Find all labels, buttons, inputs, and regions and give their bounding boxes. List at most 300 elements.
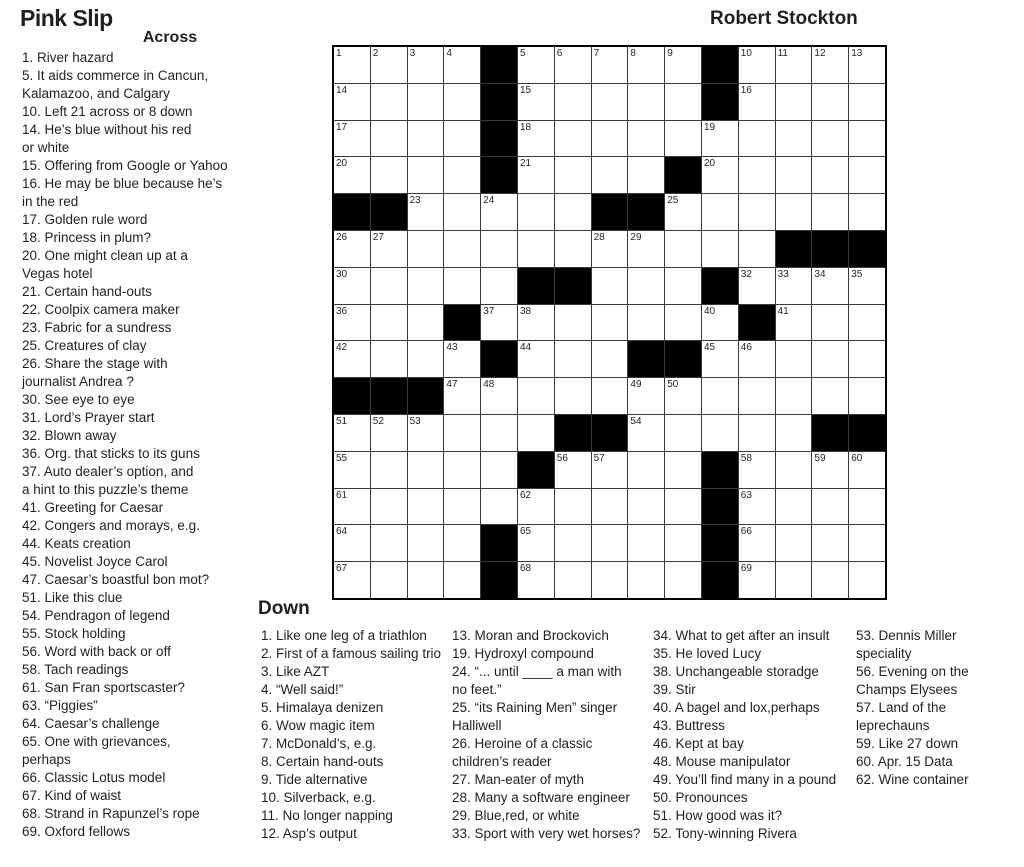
- grid-cell[interactable]: [812, 341, 848, 377]
- grid-cell[interactable]: [444, 525, 480, 561]
- author-byline: Robert Stockton: [710, 8, 858, 29]
- grid-cell[interactable]: [702, 157, 738, 193]
- black-cell: [702, 268, 738, 304]
- grid-cell[interactable]: [334, 341, 370, 377]
- cell-number: 49: [630, 379, 642, 391]
- clue-line: 40. A bagel and lox,perhaps: [653, 700, 820, 715]
- grid-cell[interactable]: [739, 562, 775, 598]
- clue-line: 10. Silverback, e.g.: [261, 790, 376, 805]
- grid-cell[interactable]: [812, 489, 848, 525]
- clue-line: 68. Strand in Rapunzel’s rope: [22, 806, 200, 821]
- grid-cell[interactable]: [665, 489, 701, 525]
- clue-line: children’s reader: [452, 754, 552, 769]
- grid-cell[interactable]: [408, 84, 444, 120]
- cell-number: 35: [851, 268, 863, 280]
- clue-line: 15. Offering from Google or Yahoo: [22, 158, 228, 173]
- grid-cell[interactable]: [371, 268, 407, 304]
- grid-cell[interactable]: [739, 378, 775, 414]
- black-cell: [702, 47, 738, 83]
- cell-number: 3: [409, 48, 416, 59]
- grid-cell[interactable]: [702, 305, 738, 341]
- grid-cell[interactable]: [702, 341, 738, 377]
- clue-line: 16. He may be blue because he’s: [22, 176, 223, 191]
- grid-cell[interactable]: [812, 157, 848, 193]
- grid-cell[interactable]: [518, 562, 554, 598]
- cell-number: 46: [740, 342, 752, 354]
- cell-number: 6: [556, 48, 563, 59]
- grid-cell[interactable]: [592, 47, 628, 83]
- grid-cell[interactable]: [739, 489, 775, 525]
- grid-cell[interactable]: [665, 84, 701, 120]
- clue-line: Vegas hotel: [22, 266, 93, 281]
- grid-cell[interactable]: [334, 157, 370, 193]
- clue-line: 22. Coolpix camera maker: [22, 302, 180, 317]
- black-cell: [702, 489, 738, 525]
- grid-cell[interactable]: [776, 47, 812, 83]
- grid-cell[interactable]: [371, 84, 407, 120]
- grid-cell[interactable]: [702, 231, 738, 267]
- grid-cell[interactable]: [371, 452, 407, 488]
- grid-cell[interactable]: [408, 489, 444, 525]
- cell-number: 32: [740, 268, 752, 280]
- clue-line: 21. Certain hand-outs: [22, 284, 152, 299]
- grid-cell[interactable]: [334, 525, 370, 561]
- black-cell: [481, 562, 517, 598]
- grid-cell[interactable]: [481, 231, 517, 267]
- clue-line: 23. Fabric for a sundress: [22, 320, 172, 335]
- grid-cell[interactable]: [776, 525, 812, 561]
- clue-line: 5. It aids commerce in Cancun,: [22, 68, 209, 83]
- grid-cell[interactable]: [481, 378, 517, 414]
- grid-cell[interactable]: [628, 452, 664, 488]
- grid-cell[interactable]: [812, 121, 848, 157]
- cell-number: 53: [409, 415, 421, 427]
- grid-cell[interactable]: [665, 47, 701, 83]
- grid-cell[interactable]: [518, 305, 554, 341]
- clue-line: in the red: [22, 194, 79, 209]
- grid-cell[interactable]: [334, 452, 370, 488]
- grid-cell[interactable]: [555, 305, 591, 341]
- clue-line: 33. Sport with very wet horses?: [452, 826, 641, 841]
- black-cell: [849, 231, 885, 267]
- clue-line: 37. Auto dealer’s option, and: [22, 464, 194, 479]
- cell-number: 59: [814, 452, 826, 464]
- grid-cell[interactable]: [555, 452, 591, 488]
- grid-cell[interactable]: [518, 341, 554, 377]
- grid-cell[interactable]: [444, 341, 480, 377]
- grid-cell[interactable]: [408, 415, 444, 451]
- grid-cell[interactable]: [518, 525, 554, 561]
- black-cell: [702, 525, 738, 561]
- cell-number: 13: [851, 48, 863, 59]
- grid-cell[interactable]: [849, 452, 885, 488]
- grid-cell[interactable]: [518, 489, 554, 525]
- black-cell: [628, 194, 664, 230]
- grid-cell[interactable]: [371, 305, 407, 341]
- clue-line: 5. Himalaya denizen: [261, 700, 384, 715]
- black-cell: [849, 415, 885, 451]
- clue-line: 4. “Well said!”: [261, 682, 344, 697]
- cell-number: 9: [667, 48, 673, 59]
- cell-number: 17: [336, 121, 348, 133]
- grid-cell[interactable]: [592, 84, 628, 120]
- black-cell: [555, 415, 591, 451]
- grid-cell[interactable]: [555, 341, 591, 377]
- clue-line: 6. Wow magic item: [261, 718, 375, 733]
- grid-cell[interactable]: [592, 489, 628, 525]
- cell-number: 58: [740, 452, 752, 464]
- grid-cell[interactable]: [555, 157, 591, 193]
- grid-cell[interactable]: [555, 231, 591, 267]
- grid-cell[interactable]: [628, 84, 664, 120]
- grid-cell[interactable]: [776, 415, 812, 451]
- grid-cell[interactable]: [592, 121, 628, 157]
- grid-cell[interactable]: [739, 84, 775, 120]
- grid-cell[interactable]: [812, 562, 848, 598]
- grid-cell[interactable]: [334, 562, 370, 598]
- grid-cell[interactable]: [628, 268, 664, 304]
- grid-cell[interactable]: [518, 231, 554, 267]
- grid-cell[interactable]: [408, 268, 444, 304]
- grid-cell[interactable]: [481, 305, 517, 341]
- black-cell: [371, 194, 407, 230]
- cell-number: 36: [336, 305, 348, 317]
- grid-cell[interactable]: [665, 268, 701, 304]
- black-cell: [555, 268, 591, 304]
- grid-cell[interactable]: [849, 157, 885, 193]
- grid-cell[interactable]: [592, 378, 628, 414]
- grid-cell[interactable]: [481, 268, 517, 304]
- grid-cell[interactable]: [776, 452, 812, 488]
- grid-cell[interactable]: [776, 121, 812, 157]
- clue-line: 64. Caesar’s challenge: [22, 716, 160, 731]
- grid-cell[interactable]: [444, 268, 480, 304]
- clue-line: 59. Like 27 down: [856, 736, 959, 751]
- grid-cell[interactable]: [592, 268, 628, 304]
- clue-line: 61. San Fran sportscaster?: [22, 680, 185, 695]
- clue-line: Champs Elysees: [856, 682, 958, 697]
- clue-line: 17. Golden rule word: [22, 212, 148, 227]
- clue-line: 52. Tony-winning Rivera: [653, 826, 797, 841]
- cell-number: 18: [519, 121, 532, 133]
- grid-cell[interactable]: [628, 525, 664, 561]
- grid-cell[interactable]: [628, 378, 664, 414]
- grid-cell[interactable]: [555, 525, 591, 561]
- grid-cell[interactable]: [592, 231, 628, 267]
- grid-cell[interactable]: [849, 268, 885, 304]
- clue-line: 8. Certain hand-outs: [261, 754, 384, 769]
- cell-number: 37: [483, 305, 495, 317]
- clue-line: 50. Pronounces: [653, 790, 748, 805]
- cell-number: 4: [446, 48, 452, 59]
- grid-cell[interactable]: [444, 157, 480, 193]
- grid-cell[interactable]: [481, 194, 517, 230]
- grid-cell[interactable]: [812, 84, 848, 120]
- grid-cell[interactable]: [371, 341, 407, 377]
- clue-line: 3. Like AZT: [261, 664, 330, 679]
- grid-cell[interactable]: [334, 268, 370, 304]
- grid-cell[interactable]: [444, 84, 480, 120]
- grid-cell[interactable]: [628, 47, 664, 83]
- clue-line: 62. Wine container: [856, 772, 969, 787]
- grid-cell[interactable]: [555, 121, 591, 157]
- grid-cell[interactable]: [812, 525, 848, 561]
- grid-cell[interactable]: [739, 121, 775, 157]
- clue-line: 27. Man-eater of myth: [452, 772, 585, 787]
- grid-cell[interactable]: [776, 305, 812, 341]
- grid-cell[interactable]: [776, 489, 812, 525]
- grid-cell[interactable]: [444, 562, 480, 598]
- grid-cell[interactable]: [592, 525, 628, 561]
- black-cell: [481, 47, 517, 83]
- grid-cell[interactable]: [628, 489, 664, 525]
- grid-cell[interactable]: [408, 305, 444, 341]
- grid-cell[interactable]: [665, 378, 701, 414]
- grid-cell[interactable]: [665, 452, 701, 488]
- grid-cell[interactable]: [481, 452, 517, 488]
- grid-cell[interactable]: [628, 562, 664, 598]
- grid-cell[interactable]: [444, 489, 480, 525]
- grid-cell[interactable]: [592, 452, 628, 488]
- grid-cell[interactable]: [592, 562, 628, 598]
- grid-cell[interactable]: [665, 121, 701, 157]
- grid-cell[interactable]: [849, 305, 885, 341]
- cell-number: 52: [372, 415, 384, 427]
- grid-cell[interactable]: [665, 562, 701, 598]
- grid-cell[interactable]: [849, 121, 885, 157]
- clue-line: journalist Andrea ?: [22, 374, 134, 389]
- grid-cell[interactable]: [444, 378, 480, 414]
- grid-cell[interactable]: [776, 378, 812, 414]
- cell-number: 20: [703, 158, 716, 170]
- grid-cell[interactable]: [739, 194, 775, 230]
- clue-line: Halliwell: [452, 718, 502, 733]
- clue-line: 1. River hazard: [22, 50, 114, 65]
- clue-line: speciality: [856, 646, 912, 661]
- grid-cell[interactable]: [518, 121, 554, 157]
- cell-number: 69: [740, 563, 752, 575]
- black-cell: [665, 341, 701, 377]
- cell-number: 55: [336, 452, 348, 464]
- cell-number: 23: [409, 195, 421, 207]
- grid-cell[interactable]: [849, 47, 885, 83]
- grid-cell[interactable]: [665, 415, 701, 451]
- grid-cell[interactable]: [849, 489, 885, 525]
- cell-number: 42: [336, 342, 348, 354]
- grid-cell[interactable]: [739, 268, 775, 304]
- cell-number: 61: [336, 489, 348, 501]
- cell-number: 34: [814, 268, 826, 280]
- clue-line: perhaps: [22, 752, 71, 767]
- grid-cell[interactable]: [555, 489, 591, 525]
- grid-cell[interactable]: [334, 47, 370, 83]
- down-clue-column-3: [653, 627, 855, 843]
- grid-cell[interactable]: [702, 194, 738, 230]
- grid-cell[interactable]: [702, 415, 738, 451]
- grid-cell[interactable]: [812, 452, 848, 488]
- grid-cell[interactable]: [812, 378, 848, 414]
- grid-cell[interactable]: [776, 341, 812, 377]
- grid-cell[interactable]: [408, 562, 444, 598]
- grid-cell[interactable]: [444, 194, 480, 230]
- cell-number: 1: [336, 48, 342, 59]
- grid-cell[interactable]: [481, 415, 517, 451]
- grid-cell[interactable]: [592, 157, 628, 193]
- grid-cell[interactable]: [665, 525, 701, 561]
- cell-number: 8: [630, 48, 636, 59]
- clue-line: 26. Share the stage with: [22, 356, 168, 371]
- grid-cell[interactable]: [371, 121, 407, 157]
- cell-number: 68: [519, 563, 532, 575]
- crossword-grid: [332, 45, 887, 600]
- cell-number: 19: [703, 121, 716, 133]
- clue-line: a hint to this puzzle’s theme: [22, 482, 189, 497]
- grid-cell[interactable]: [812, 305, 848, 341]
- black-cell: [592, 194, 628, 230]
- cell-number: 43: [446, 342, 458, 354]
- grid-cell[interactable]: [555, 562, 591, 598]
- grid-cell[interactable]: [444, 415, 480, 451]
- clue-line: 12. Asp’s output: [261, 826, 357, 841]
- grid-cell[interactable]: [812, 194, 848, 230]
- grid-cell[interactable]: [665, 305, 701, 341]
- grid-cell[interactable]: [776, 268, 812, 304]
- grid-cell[interactable]: [334, 84, 370, 120]
- grid-cell[interactable]: [371, 47, 407, 83]
- grid-cell[interactable]: [334, 415, 370, 451]
- grid-cell[interactable]: [444, 231, 480, 267]
- grid-cell[interactable]: [628, 231, 664, 267]
- grid-cell[interactable]: [408, 194, 444, 230]
- grid-cell[interactable]: [481, 489, 517, 525]
- black-cell: [481, 157, 517, 193]
- grid-cell[interactable]: [334, 489, 370, 525]
- clue-line: 28. Many a software engineer: [452, 790, 630, 805]
- clue-line: 56. Evening on the: [856, 664, 969, 679]
- grid-cell[interactable]: [371, 525, 407, 561]
- grid-cell[interactable]: [628, 157, 664, 193]
- grid-cell[interactable]: [371, 489, 407, 525]
- black-cell: [444, 305, 480, 341]
- grid-cell[interactable]: [518, 47, 554, 83]
- grid-cell[interactable]: [408, 231, 444, 267]
- grid-cell[interactable]: [371, 231, 407, 267]
- grid-cell[interactable]: [408, 157, 444, 193]
- clue-line: 46. Kept at bay: [653, 736, 744, 751]
- grid-cell[interactable]: [849, 562, 885, 598]
- cell-number: 67: [336, 563, 348, 575]
- cell-number: 14: [336, 84, 348, 96]
- black-cell: [334, 194, 370, 230]
- clue-line: 9. Tide alternative: [261, 772, 368, 787]
- grid-cell[interactable]: [555, 47, 591, 83]
- grid-cell[interactable]: [739, 47, 775, 83]
- grid-cell[interactable]: [518, 378, 554, 414]
- clue-line: 35. He loved Lucy: [653, 646, 762, 661]
- grid-cell[interactable]: [592, 305, 628, 341]
- grid-cell[interactable]: [408, 452, 444, 488]
- grid-cell[interactable]: [555, 194, 591, 230]
- grid-cell[interactable]: [518, 415, 554, 451]
- clue-line: 51. Like this clue: [22, 590, 123, 605]
- grid-cell[interactable]: [444, 47, 480, 83]
- grid-cell[interactable]: [849, 194, 885, 230]
- clue-line: 39. Stir: [653, 682, 696, 697]
- grid-cell[interactable]: [776, 157, 812, 193]
- down-clue-column-4: [856, 627, 1021, 789]
- grid-cell[interactable]: [518, 194, 554, 230]
- grid-cell[interactable]: [592, 341, 628, 377]
- grid-cell[interactable]: [702, 378, 738, 414]
- grid-cell[interactable]: [739, 452, 775, 488]
- grid-cell[interactable]: [334, 121, 370, 157]
- cell-number: 65: [519, 526, 532, 538]
- grid-cell[interactable]: [555, 378, 591, 414]
- clue-line: Kalamazoo, and Calgary: [22, 86, 170, 101]
- grid-cell[interactable]: [408, 341, 444, 377]
- grid-cell[interactable]: [812, 268, 848, 304]
- grid-cell[interactable]: [408, 47, 444, 83]
- clue-line: 48. Mouse manipulator: [653, 754, 791, 769]
- clue-line: 18. Princess in plum?: [22, 230, 152, 245]
- grid-cell[interactable]: [334, 231, 370, 267]
- grid-cell[interactable]: [665, 194, 701, 230]
- grid-cell[interactable]: [444, 452, 480, 488]
- grid-cell[interactable]: [371, 562, 407, 598]
- cell-number: 47: [446, 379, 458, 391]
- grid-cell[interactable]: [665, 231, 701, 267]
- grid-cell[interactable]: [849, 341, 885, 377]
- clue-line: 42. Congers and morays, e.g.: [22, 518, 200, 533]
- cell-number: 51: [336, 415, 348, 427]
- grid-cell[interactable]: [555, 84, 591, 120]
- grid-cell[interactable]: [849, 378, 885, 414]
- grid-cell[interactable]: [371, 157, 407, 193]
- grid-cell[interactable]: [702, 121, 738, 157]
- grid-cell[interactable]: [739, 525, 775, 561]
- grid-cell[interactable]: [444, 121, 480, 157]
- grid-cell[interactable]: [849, 525, 885, 561]
- grid-cell[interactable]: [628, 305, 664, 341]
- grid-cell[interactable]: [739, 341, 775, 377]
- grid-cell[interactable]: [628, 121, 664, 157]
- grid-cell[interactable]: [739, 231, 775, 267]
- cell-number: 50: [667, 379, 679, 391]
- grid-cell[interactable]: [812, 47, 848, 83]
- grid-cell[interactable]: [739, 157, 775, 193]
- grid-cell[interactable]: [776, 194, 812, 230]
- clue-line: 14. He’s blue without his red: [22, 122, 192, 137]
- black-cell: [702, 84, 738, 120]
- grid-cell[interactable]: [371, 415, 407, 451]
- grid-cell[interactable]: [739, 415, 775, 451]
- clue-line: 51. How good was it?: [653, 808, 783, 823]
- clue-line: 26. Heroine of a classic: [452, 736, 593, 751]
- grid-cell[interactable]: [628, 415, 664, 451]
- grid-cell[interactable]: [334, 305, 370, 341]
- grid-cell[interactable]: [776, 562, 812, 598]
- grid-cell[interactable]: [776, 84, 812, 120]
- grid-cell[interactable]: [849, 84, 885, 120]
- grid-cell[interactable]: [518, 84, 554, 120]
- grid-cell[interactable]: [518, 157, 554, 193]
- cell-number: 45: [703, 342, 716, 354]
- cell-number: 15: [519, 84, 532, 96]
- clue-line: 56. Word with back or off: [22, 644, 171, 659]
- grid-cell[interactable]: [408, 121, 444, 157]
- cell-number: 20: [336, 158, 348, 170]
- grid-cell[interactable]: [408, 525, 444, 561]
